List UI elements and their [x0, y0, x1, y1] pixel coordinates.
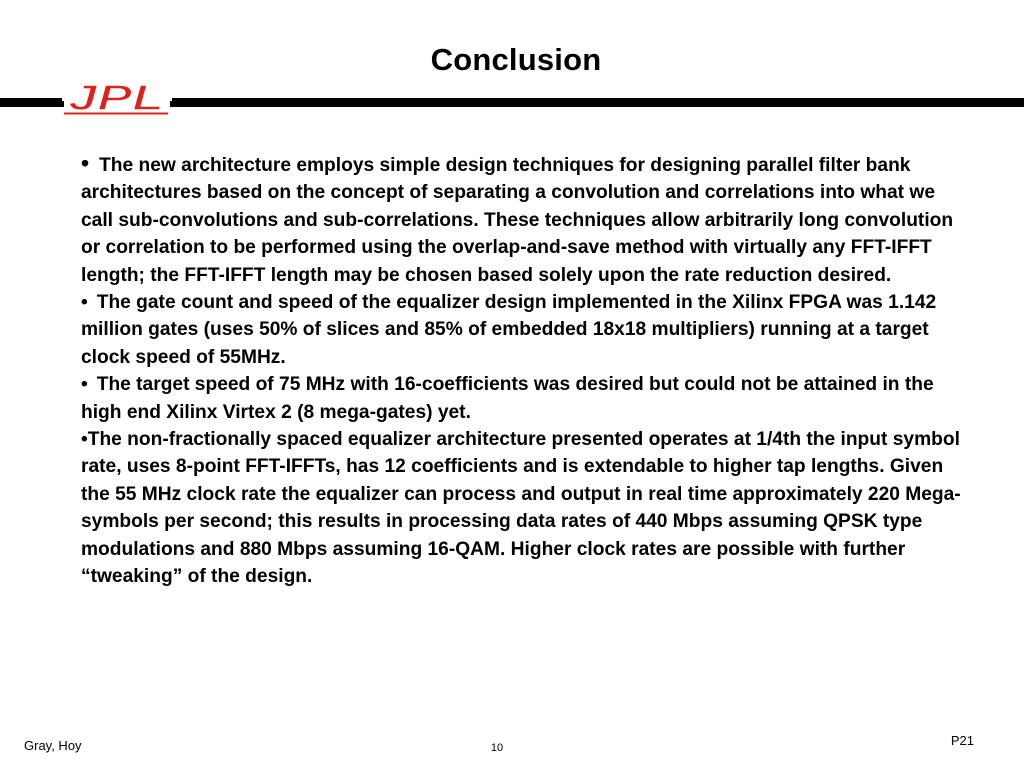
bullet-marker: •	[81, 429, 88, 451]
bullet-text: The new architecture employs simple design techniques for designing parallel filter bank architectures based on the concept of separating a convolution and correlations into what we call sub-convolutions and sub-correlations. These techniques allow arbitrarily long convolution or correlation to be performed using the overlap-and-save method with virtually any FFT-IFFT length; the FFT-IFFT length may be chosen based solely upon the rate reduction desired.	[81, 155, 954, 286]
bullet-text: The gate count and speed of the equalizer design implemented in the Xilinx FPGA was 1.142 million gates (uses 50% of slices and 85% of embedded 18x18 multipliers) running at a target clock speed of 55MHz.	[81, 292, 937, 368]
bullet-list	[81, 150, 961, 591]
footer-reference: P21	[950, 733, 974, 748]
header-rule-left	[0, 98, 64, 107]
footer-page-number: 10	[490, 742, 504, 754]
bullet-item	[81, 150, 961, 289]
bullet-item	[81, 371, 961, 426]
bullet-text: The non-fractionally spaced equalizer architecture presented operates at 1/4th the input symbol rate, uses 8-point FFT-IFFTs, has 12 coefficients and is extendable to higher tap lengths. Given the 55 MHz clock rate the equalizer can process and output in real time approximately 220 Mega-symbols per second; this results in processing data rates of 440 Mbps assuming QPSK type modulations and 880 Mbps assuming 16-QAM. Higher clock rates are possible with further “tweaking” of the design.	[81, 429, 961, 588]
header-rule-right	[170, 98, 1024, 107]
logo-text: JPL	[68, 77, 164, 116]
bullet-marker: •	[81, 292, 88, 314]
jpl-logo	[62, 76, 172, 116]
bullet-text: The target speed of 75 MHz with 16-coefficients was desired but could not be attained in the high end Xilinx Virtex 2 (8 mega-gates) yet.	[81, 374, 934, 423]
slide-title: Conclusion	[430, 42, 602, 77]
bullet-item	[81, 289, 961, 371]
footer-author: Gray, Hoy	[24, 738, 82, 753]
bullet-marker: •	[81, 150, 90, 176]
bullet-marker: •	[81, 374, 88, 396]
bullet-item	[81, 426, 961, 590]
